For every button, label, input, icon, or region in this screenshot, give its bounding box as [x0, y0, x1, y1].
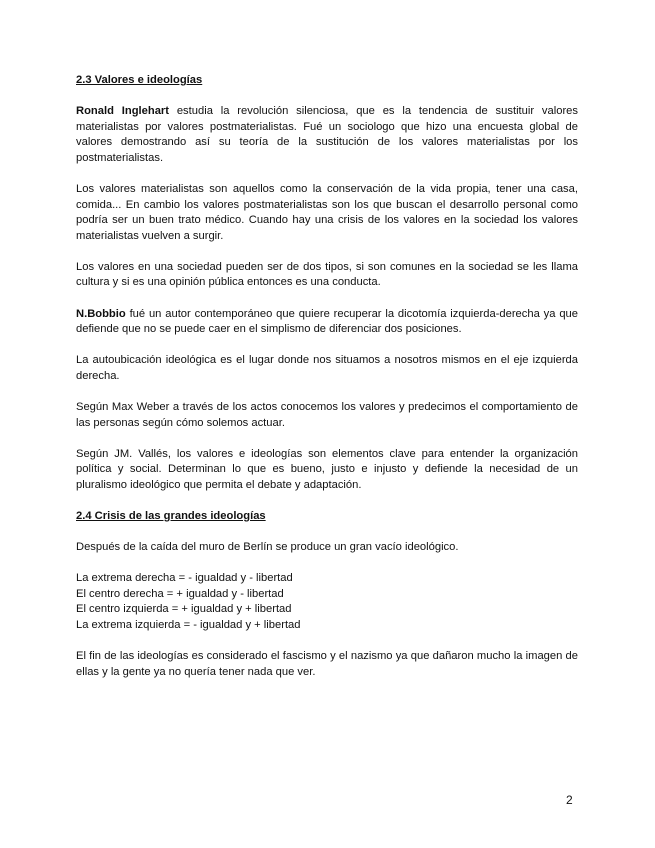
- paragraph-text: estudia la revolución silenciosa, que es la tendencia de sustituir valores materialistas por valores postmaterialistas. Fué un sociologo que hizo una encuesta global de valores demostrando así su teoría de la sustitución de los valores materialistas por los postmaterialistas.: [76, 105, 578, 164]
- paragraph-text: fué un autor contemporáneo que quiere recuperar la dicotomía izquierda-derecha ya que defiende que no se puede caer en el simplismo de diferenciar dos posiciones.: [76, 307, 578, 336]
- page-content: [76, 73, 578, 680]
- section-heading-valores: 2.3 Valores e ideologías: [76, 74, 203, 86]
- list-item: El centro derecha = + igualdad y - libertad: [76, 587, 284, 600]
- paragraph-fin-ideologias: El fin de las ideologías es considerado el fascismo y el nazismo ya que dañaron mucho la imagen de ellas y la gente ya no quería tener nada que ver.: [76, 649, 578, 678]
- paragraph-autoubicacion: La autoubicación ideológica es el lugar donde nos situamos a nosotros mismos en el eje izquierda derecha.: [76, 354, 578, 382]
- paragraph-valles: Según JM. Vallés, los valores e ideologías son elementos clave para entender la organización política y social. Determinan lo que es bueno, justo e injusto y defiende la necesidad de un pluralismo ideológico que permita el debate y adaptación.: [76, 447, 578, 491]
- page-number: 2: [566, 793, 573, 807]
- paragraph-tipos-valores: Los valores en una sociedad pueden ser de dos tipos, si son comunes en la sociedad se les llama cultura y si es una opinión pública entonces es una conducta.: [76, 260, 578, 289]
- author-name-bobbio: N.Bobbio: [76, 307, 126, 320]
- author-name-inglehart: Ronald Inglehart: [76, 105, 169, 118]
- paragraph-materialistas: Los valores materialistas son aquellos como la conservación de la vida propia, tener una casa, comida... En cambio los valores postmaterialistas son los que buscan el desarrollo personal como podría ser un buen trato médico. Cuando hay una crisis de los valores en la sociedad los valores materialistas vuelven a surgir.: [76, 182, 578, 242]
- list-item: El centro izquierda = + igualdad y + libertad: [76, 603, 292, 616]
- list-item: La extrema izquierda = - igualdad y + libertad: [76, 618, 301, 631]
- paragraph-weber: Según Max Weber a través de los actos conocemos los valores y predecimos el comportamiento de las personas según cómo solemos actuar.: [76, 400, 578, 429]
- paragraph-berlin: Después de la caída del muro de Berlín se produce un gran vacío ideológico.: [76, 540, 459, 553]
- paragraph-inglehart: [76, 104, 578, 166]
- paragraph-bobbio: [76, 307, 578, 338]
- list-item: La extrema derecha = - igualdad y - libertad: [76, 572, 293, 585]
- section-heading-crisis: 2.4 Crisis de las grandes ideologías: [76, 509, 266, 522]
- ideology-list: [76, 571, 578, 633]
